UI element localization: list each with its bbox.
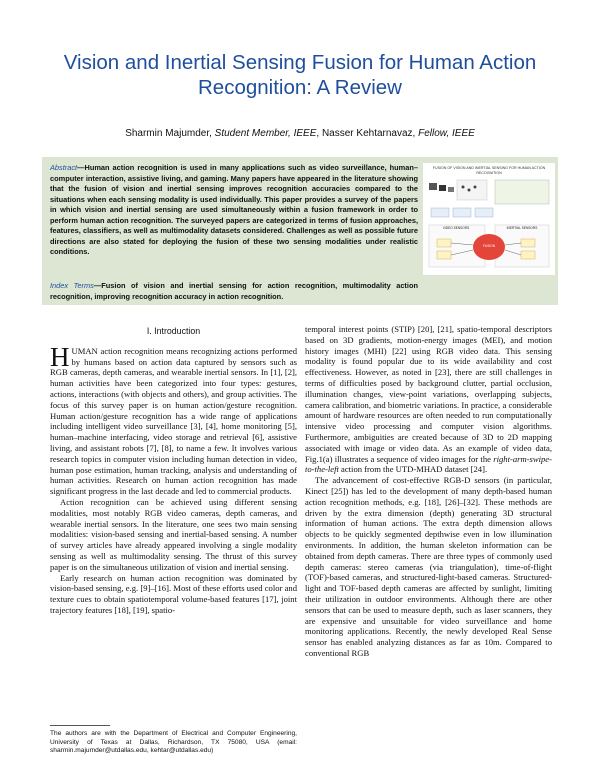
column-right <box>305 324 552 659</box>
index-terms <box>50 281 418 302</box>
col2-p1-text-a: temporal interest points (STIP) [20], [21], spatio-temporal descriptors based on 3D gradients, motion-energy images (MEI), and motion history images (MHI) [22] using RGB video data. This sensing modality is found popular due to its wide availability and cost effectiveness. However, as noted in [23], there are still challenges in terms of difficulties posed by background clutter, partial occlusion, illumination changes, view-point variations, overlapping subjects, camera calibration, and biometric variations. In practice, a considerable amount of hardware resources are often needed to run computationally intensive video processing and computer vision algorithms. Furthermore, ambiguities are created because of 3D to 2D mapping associated with image or video data. As an example of video data, Fig.1(a) illustrates a sequence of video images for the <box>305 324 552 464</box>
intro-paragraph-3: Early research on human action recognition was dominated by vision-based sensing, e.g. [9]–[16]. Most of these efforts used color and texture cues to obtain spatiotemporal volume-based features [17], joint trajectory features [18], [19], spatio- <box>50 572 297 615</box>
paper-title: Vision and Inertial Sensing Fusion for Human Action Recognition: A Review <box>63 51 537 99</box>
column-left <box>50 326 297 616</box>
intro-paragraph-2: Action recognition can be achieved using different sensing modalities, most notably RGB video cameras, depth cameras, and wearable inertial sensors. In the literature, one sees two main sensing modalities: vision-based sensing and inertial-based sensing. A number of survey articles have already appeared involving a single modality sensing as well as multimodality sensing. The thrust of this survey paper is on the simultaneous utilization of vision and inertial sensing. <box>50 496 297 572</box>
intro-lead-word: UMAN <box>71 345 98 356</box>
footnote-divider <box>50 725 110 726</box>
overview-figure <box>423 163 555 275</box>
abstract <box>50 163 418 258</box>
index-terms-label: Index Terms <box>50 281 94 290</box>
col2-paragraph-2: The advancement of cost-effective RGB-D sensors (in particular, Kinect [25]) has led to the development of many depth-based human action recognition methods, e.g. [18], [26]–[32]. These methods are driven by the extra dimension (depth) generating 3D structural information of human actions. The extra depth dimension allows objects to be quickly segmented depthwise even in low illumination environments. In addition, the human skeleton information can be obtained from depth cameras. There are three types of commonly used depth cameras: stereo cameras (via triangulation), time-of-flight (TOF)-based cameras, and structured-light-based cameras. Structured-light and TOF-based depth cameras are affected by sunlight, limiting their utilization in outdoor environments. Although there are other sensors that can be used to measure depth, such as laser scanners, they are expensive and unsuitable for video surveillance and home monitoring applications. Recently, the newly developed Real Sense sensor has enabled analyzing distances as far as 10m. Compared to conventional RGB <box>305 475 552 658</box>
intro-paragraph-1 <box>50 341 297 497</box>
author-2-role: Fellow, IEEE <box>418 128 475 139</box>
intro-p1-text: action recognition means recognizing actions performed by humans based on action data captured by sensors such as RGB cameras, depth cameras, and wearable inertial sensors. In [1], [2], human activities have been categorized into four types: gestures, actions, interactions (with objects and others), and group activities. The focus of this survey paper is on human action/gesture recognition. Human action/gesture recognition has a wide range of applications including intelligent video surveillance [3], [4], home monitoring [5], human–machine interfacing, video storage and retrieval [6], assistive living, and assistant robots [7], [8], to name a few. It involves various research topics in computer vision including human detection in video, human pose estimation, human tracking, analysis and understanding of human activities. Research on human action recognition has made significant progress in the last decade and led to commercial products. <box>50 345 297 497</box>
figure-graphic <box>423 163 555 275</box>
author-line <box>40 128 560 139</box>
col2-p1-text-b: action from the UTD-MHAD dataset [24]. <box>338 464 488 475</box>
action-name: right-arm-swipe-to-the-left <box>305 453 552 475</box>
figure-title: FUSION OF VISION AND INERTIAL SENSING FOR HUMAN ACTION RECOGNITION <box>432 166 546 175</box>
figure-vision-label: VIDEO SENSORS <box>442 226 470 230</box>
author-1-name: Sharmin Majumder, <box>125 128 215 139</box>
author-2-name: , Nasser Kehtarnavaz, <box>316 128 419 139</box>
figure-inertial-label: INERTIAL SENSORS <box>506 226 538 230</box>
footnote: The authors are with the Department of Electrical and Computer Engineering, University of Texas at Dallas, Richardson, TX 75080, USA (email: sharmin.majumder@utdallas.edu, kehtar@utdallas.edu) <box>50 730 297 755</box>
section-heading: I. Introduction <box>146 326 201 336</box>
abstract-label: Abstract <box>50 163 78 172</box>
figure-center-label: FUSION <box>482 244 496 248</box>
index-terms-text: —Fusion of vision and inertial sensing for action recognition, multimodality action recognition, improving recognition accuracy in action recognition. <box>50 281 418 301</box>
drop-cap: H <box>50 341 70 372</box>
col2-paragraph-1 <box>305 324 552 475</box>
author-1-role: Student Member, IEEE <box>214 128 317 139</box>
abstract-text: —Human action recognition is used in many applications such as video surveillance, human–computer interaction, assistive living, and gaming. Many papers have appeared in the literature showing that the fusion of vision and inertial sensing improves recognition accuracies compared to the situations when each sensing modality is used individually. This paper provides a survey of the papers in which vision and inertial sensing are used simultaneously within a fusion framework in order to perform human action recognition. The surveyed papers are categorized in terms of fusion approaches, features, classifiers, as well as multimodality datasets considered. Challenges as well as possible future directions are also stated for deploying the fusion of these two sensing modalities under realistic conditions. <box>50 163 418 256</box>
